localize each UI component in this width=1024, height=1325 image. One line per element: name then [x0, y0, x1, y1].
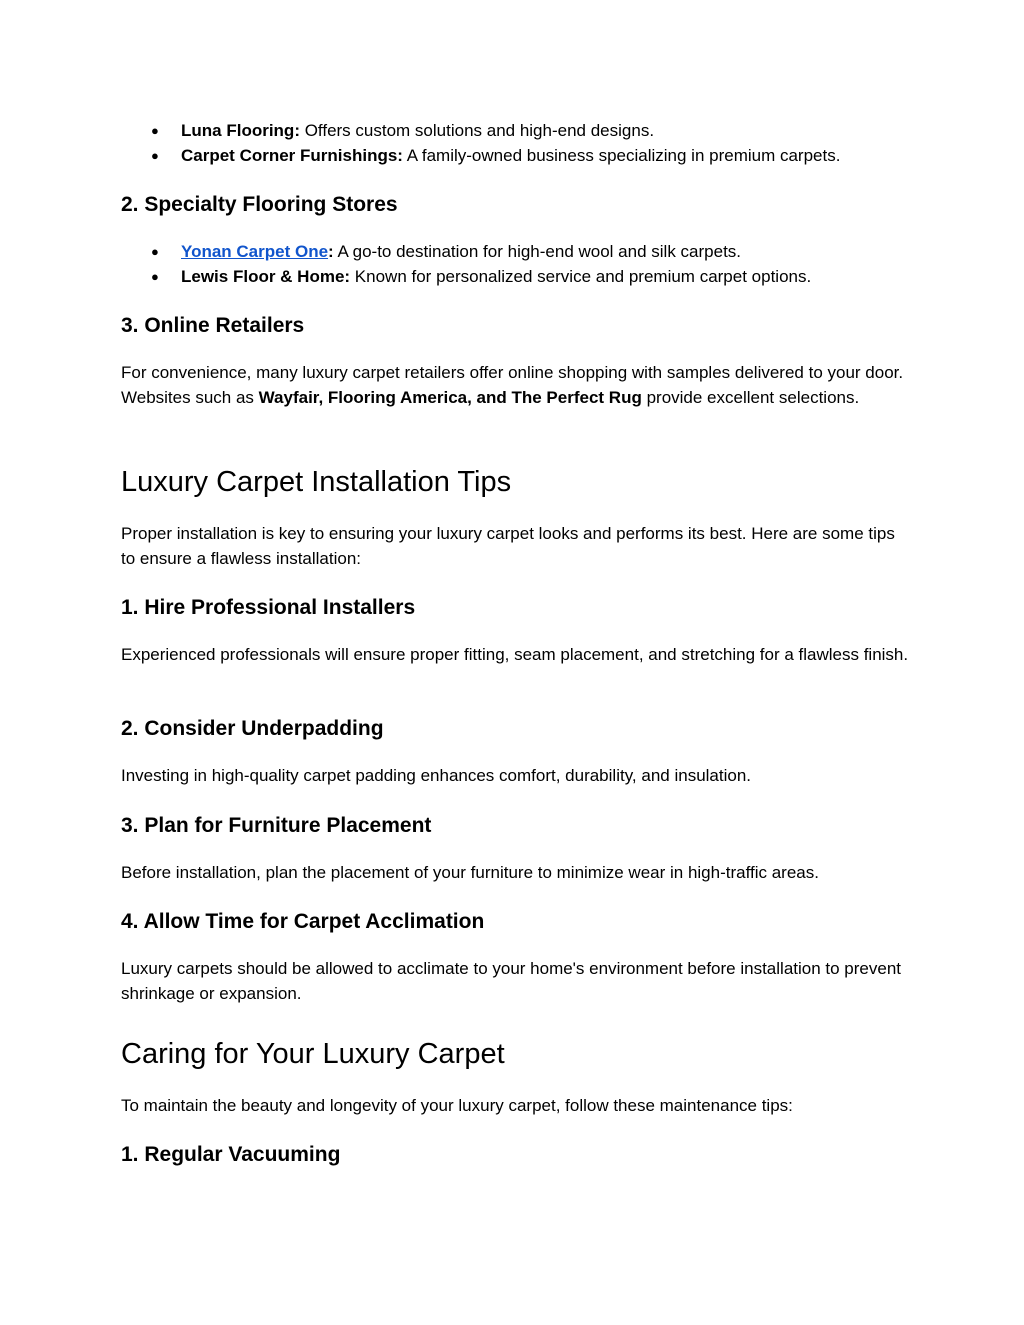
installation-title: Luxury Carpet Installation Tips — [121, 466, 512, 498]
online-heading: 3. Online Retailers — [121, 314, 305, 337]
specialty-list — [121, 240, 911, 289]
item-name: Luna Flooring: — [181, 121, 300, 140]
tip-heading: 1. Hire Professional Installers — [121, 596, 416, 619]
item-desc: Offers custom solutions and high-end designs. — [299, 121, 655, 140]
online-text-end: provide excellent selections. — [641, 387, 860, 407]
item-desc: A family-owned business specializing in premium carpets. — [402, 145, 841, 165]
yonan-carpet-one-link[interactable]: Yonan Carpet One — [181, 242, 329, 261]
list-item — [121, 265, 911, 290]
bullet-icon: ● — [151, 244, 159, 259]
caring-intro: To maintain the beauty and longevity of your luxury carpet, follow these maintenance tips: — [121, 1096, 793, 1115]
item-name: Lewis Floor & Home: — [181, 266, 351, 286]
list-item — [121, 144, 911, 169]
online-text-start: For convenience, many luxury carpet retailers offer online shopping with samples delivered to your door. Websites such as — [121, 363, 904, 407]
bullet-icon: ● — [151, 123, 159, 138]
retailer-list-top — [121, 119, 911, 168]
online-text-bold: Wayfair, Flooring America, and The Perfect Rug — [258, 387, 642, 407]
list-item — [121, 240, 911, 265]
tip-heading: 4. Allow Time for Carpet Acclimation — [121, 910, 485, 933]
installation-intro: Proper installation is key to ensuring your luxury carpet looks and performs its best. Here are some tips to ensure a flawless installation: — [121, 524, 895, 568]
item-colon: : — [328, 242, 334, 261]
vacuuming-heading: 1. Regular Vacuuming — [121, 1143, 341, 1166]
item-desc: Known for personalized service and premium carpet options. — [350, 266, 812, 286]
bullet-icon: ● — [151, 268, 159, 284]
tip-text: Before installation, plan the placement of your furniture to minimize wear in high-traffic areas. — [121, 863, 819, 882]
tip-heading: 3. Plan for Furniture Placement — [121, 814, 432, 837]
bullet-icon: ● — [151, 147, 159, 163]
tip-text: Luxury carpets should be allowed to acclimate to your home's environment before installation to prevent shrinkage or expansion. — [121, 959, 902, 1003]
caring-title: Caring for Your Luxury Carpet — [121, 1038, 505, 1070]
item-name: Carpet Corner Furnishings: — [181, 145, 403, 165]
online-paragraph — [121, 361, 911, 410]
specialty-heading: 2. Specialty Flooring Stores — [121, 193, 398, 216]
tip-heading: 2. Consider Underpadding — [121, 717, 384, 740]
item-desc: A go-to destination for high-end wool and silk carpets. — [333, 242, 742, 261]
tip-text: Experienced professionals will ensure proper fitting, seam placement, and stretching for a flawless finish. — [121, 645, 909, 664]
list-item — [121, 119, 911, 144]
tip-text: Investing in high-quality carpet padding enhances comfort, durability, and insulation. — [121, 766, 752, 785]
